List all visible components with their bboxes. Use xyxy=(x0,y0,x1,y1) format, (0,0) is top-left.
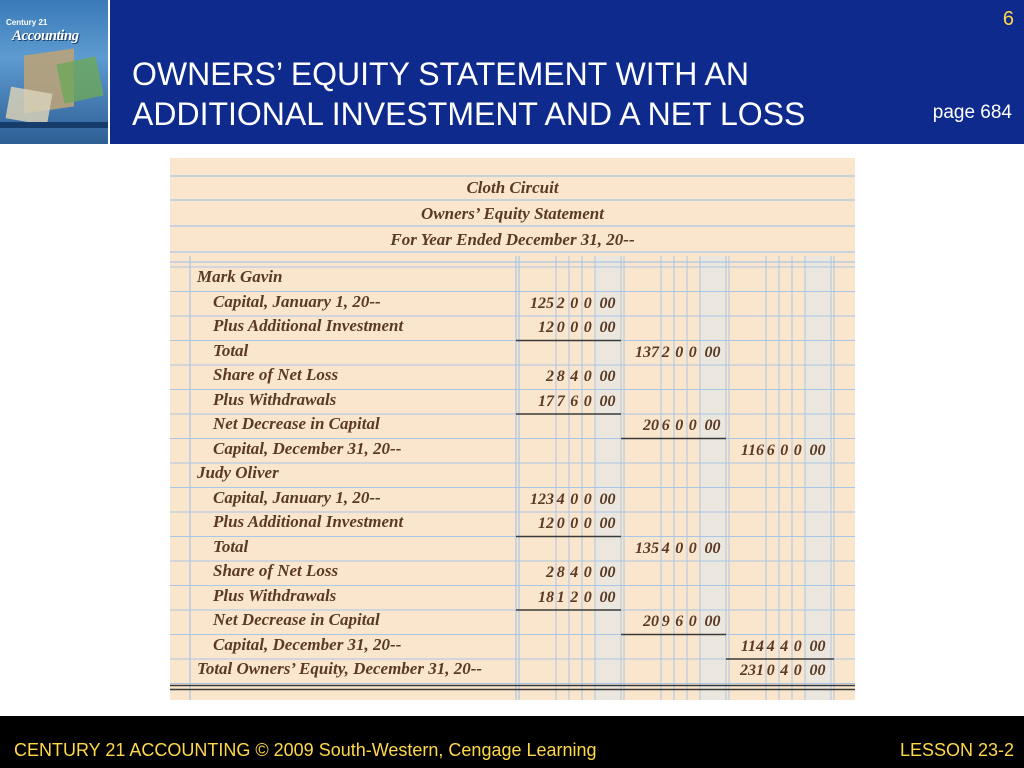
slide-title-line-1: OWNERS’ EQUITY STATEMENT WITH AN xyxy=(132,56,749,92)
statement-row xyxy=(170,463,855,487)
amount-thousands: 20 xyxy=(643,417,659,434)
amount-column-2 xyxy=(622,341,726,365)
amount-digit: 0 xyxy=(583,588,592,606)
amount-digit: 4 xyxy=(766,637,775,655)
statement-row xyxy=(170,390,855,414)
statement-period: For Year Ended December 31, 20-- xyxy=(390,230,635,249)
amount-digit: 1 xyxy=(556,588,565,606)
statement-row xyxy=(170,292,855,316)
amount-cents: 00 xyxy=(599,392,616,410)
amount-digit: 0 xyxy=(583,490,592,508)
amount-digit: 0 xyxy=(688,539,697,557)
cover-spine-band xyxy=(0,122,108,128)
amount-column-2 xyxy=(622,537,726,561)
amount-thousands: 114 xyxy=(740,637,764,655)
amount-thousands: 18 xyxy=(538,588,554,606)
amount-thousands: 231 xyxy=(740,662,764,679)
amount-thousands: 2 xyxy=(546,368,554,385)
row-label: Plus Additional Investment xyxy=(213,512,404,531)
amount-digit: 0 xyxy=(583,294,592,312)
cover-photo-plant xyxy=(56,56,103,103)
amount-column-1 xyxy=(517,512,621,536)
row-label: Capital, December 31, 20-- xyxy=(213,438,402,458)
amount-digit: 4 xyxy=(570,368,579,385)
amount-cents: 00 xyxy=(809,441,826,459)
statement-row xyxy=(170,488,855,512)
slide-number: 6 xyxy=(1002,8,1014,30)
amount-thousands: 116 xyxy=(740,441,764,459)
amount-digit: 2 xyxy=(570,588,579,606)
amount-digit: 0 xyxy=(583,392,592,410)
statement-row xyxy=(170,561,855,585)
statement-row xyxy=(170,316,855,340)
page-reference: page 684 xyxy=(932,102,1012,123)
cover-logo: Accounting xyxy=(12,28,79,44)
slide-title-line-2: ADDITIONAL INVESTMENT AND A NET LOSS xyxy=(132,96,806,132)
amount-digit: 4 xyxy=(556,490,565,508)
statement-row xyxy=(170,341,855,365)
amount-digit: 7 xyxy=(556,392,565,410)
row-label: Net Decrease in Capital xyxy=(213,414,380,433)
statement-row xyxy=(170,635,855,659)
amount-cents: 00 xyxy=(704,539,721,557)
amount-column-1 xyxy=(517,316,621,340)
amount-digit: 4 xyxy=(570,564,579,581)
row-label: Mark Gavin xyxy=(197,267,283,286)
amount-column-3 xyxy=(727,659,831,683)
amount-column-1 xyxy=(517,488,621,512)
amount-digit: 2 xyxy=(556,294,565,312)
owners-equity-statement xyxy=(170,158,855,700)
amount-digit: 0 xyxy=(766,662,775,679)
amount-thousands: 17 xyxy=(538,392,554,410)
row-label: Total xyxy=(213,340,249,360)
amount-cents: 00 xyxy=(809,637,826,655)
amount-cents: 00 xyxy=(599,588,616,606)
amount-thousands: 12 xyxy=(538,515,554,532)
amount-digit: 0 xyxy=(570,490,579,508)
footer-copyright: CENTURY 21 ACCOUNTING © 2009 South-Western, Cengage Learning xyxy=(14,740,597,760)
amount-column-1 xyxy=(517,365,621,389)
row-label: Share of Net Loss xyxy=(213,365,339,384)
amount-digit: 0 xyxy=(793,662,802,679)
header-divider xyxy=(0,144,1024,146)
amount-digit: 4 xyxy=(780,662,789,679)
amount-cents: 00 xyxy=(704,613,721,630)
amount-digit: 8 xyxy=(556,564,565,581)
amount-cents: 00 xyxy=(704,417,721,434)
statement-row xyxy=(170,439,855,463)
amount-digit: 0 xyxy=(780,441,789,459)
amount-digit: 6 xyxy=(661,417,670,434)
amount-column-1 xyxy=(517,561,621,585)
amount-digit: 0 xyxy=(675,417,684,434)
amount-thousands: 125 xyxy=(530,294,554,312)
row-label: Capital, December 31, 20-- xyxy=(213,634,402,654)
amount-digit: 0 xyxy=(570,515,579,532)
amount-digit: 4 xyxy=(780,637,789,655)
statement-row xyxy=(170,512,855,536)
row-label: Plus Withdrawals xyxy=(213,585,337,605)
amount-digit: 0 xyxy=(570,319,579,336)
amount-column-1 xyxy=(517,390,621,414)
amount-digit: 0 xyxy=(675,343,684,361)
amount-digit: 2 xyxy=(661,343,670,361)
row-label: Capital, January 1, 20-- xyxy=(213,291,381,311)
amount-column-2 xyxy=(622,610,726,634)
amount-cents: 00 xyxy=(599,368,616,385)
row-label: Total xyxy=(213,536,249,556)
statement-row xyxy=(170,586,855,610)
row-label: Net Decrease in Capital xyxy=(213,610,380,629)
amount-digit: 0 xyxy=(688,343,697,361)
amount-cents: 00 xyxy=(599,515,616,532)
amount-digit: 0 xyxy=(570,294,579,312)
amount-column-1 xyxy=(517,292,621,316)
footer-lesson: LESSON 23-2 xyxy=(899,740,1014,760)
amount-cents: 00 xyxy=(809,662,826,679)
amount-digit: 8 xyxy=(556,368,565,385)
amount-cents: 00 xyxy=(599,564,616,581)
statement-row xyxy=(170,537,855,561)
row-label: Total Owners’ Equity, December 31, 20-- xyxy=(197,659,483,678)
statement-company: Cloth Circuit xyxy=(466,178,559,197)
statement-row xyxy=(170,414,855,438)
amount-digit: 0 xyxy=(556,515,565,532)
amount-digit: 0 xyxy=(688,613,697,630)
amount-digit: 0 xyxy=(793,637,802,655)
statement-row xyxy=(170,365,855,389)
amount-thousands: 137 xyxy=(635,343,659,361)
amount-column-3 xyxy=(727,635,831,659)
amount-digit: 0 xyxy=(583,319,592,336)
amount-cents: 00 xyxy=(599,294,616,312)
statement-row xyxy=(170,610,855,634)
amount-thousands: 123 xyxy=(530,490,554,508)
amount-digit: 0 xyxy=(793,441,802,459)
row-label: Capital, January 1, 20-- xyxy=(213,487,381,507)
row-label: Judy Oliver xyxy=(197,463,279,482)
amount-digit: 0 xyxy=(583,564,592,581)
amount-digit: 0 xyxy=(688,417,697,434)
amount-cents: 00 xyxy=(704,343,721,361)
slide-title xyxy=(132,54,805,134)
amount-digit: 6 xyxy=(766,441,775,459)
statement-row xyxy=(170,267,855,291)
amount-column-3 xyxy=(727,439,831,463)
amount-thousands: 20 xyxy=(643,613,659,630)
amount-digit: 0 xyxy=(583,515,592,532)
amount-digit: 9 xyxy=(661,613,670,630)
amount-thousands: 135 xyxy=(635,539,659,557)
amount-thousands: 12 xyxy=(538,319,554,336)
amount-cents: 00 xyxy=(599,319,616,336)
amount-column-1 xyxy=(517,586,621,610)
textbook-cover-image xyxy=(0,0,110,144)
amount-digit: 0 xyxy=(556,319,565,336)
amount-digit: 4 xyxy=(661,539,670,557)
amount-digit: 0 xyxy=(675,539,684,557)
amount-digit: 0 xyxy=(583,368,592,385)
statement-row xyxy=(170,659,855,683)
amount-digit: 6 xyxy=(570,392,579,410)
row-label: Share of Net Loss xyxy=(213,561,339,580)
amount-thousands: 2 xyxy=(546,564,554,581)
cover-photo-document xyxy=(6,87,53,126)
statement-name: Owners’ Equity Statement xyxy=(421,204,604,223)
row-label: Plus Withdrawals xyxy=(213,389,337,409)
amount-column-2 xyxy=(622,414,726,438)
amount-cents: 00 xyxy=(599,490,616,508)
cover-logo-small: Century 21 xyxy=(6,18,48,27)
row-label: Plus Additional Investment xyxy=(213,316,404,335)
amount-digit: 6 xyxy=(675,613,684,630)
